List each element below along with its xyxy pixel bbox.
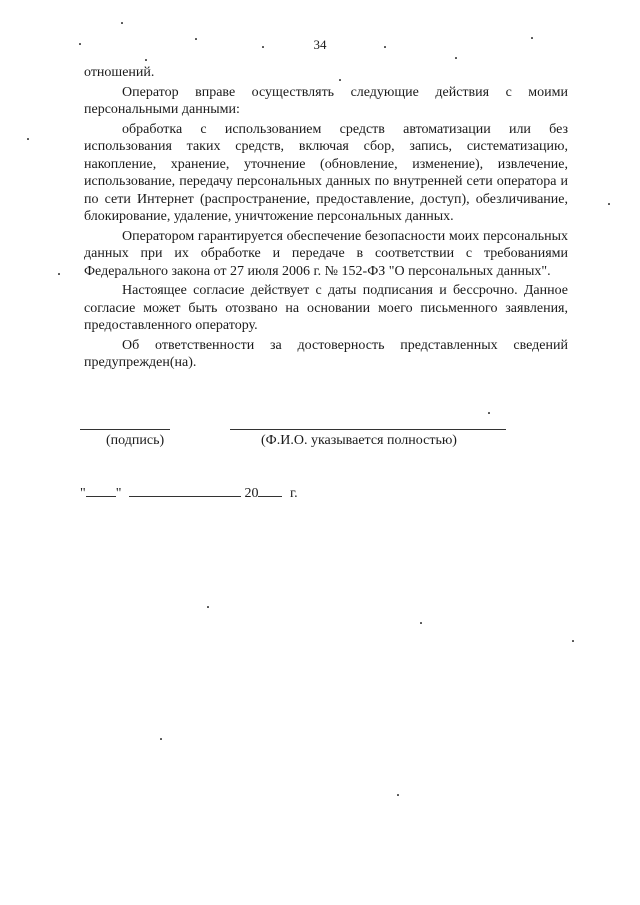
scan-speck	[145, 59, 147, 61]
paragraph-consent-validity: Настоящее согласие действует с даты подписания и бессрочно. Данное согласие может быть отозвано на основании моего письменного заявления, предоставленного оператору.	[84, 283, 568, 333]
document-body	[84, 64, 568, 372]
scan-speck	[608, 203, 610, 205]
year-prefix: 20	[244, 486, 259, 501]
paragraph-security-guarantee: Оператором гарантируется обеспечение безопасности моих персональных данных при их обработке и передаче в соответствии с требованиями Федерального закона от 27 июля 2006 г. № 152-ФЗ "О персональных данных".	[84, 228, 568, 279]
scan-speck	[384, 46, 386, 48]
full-name-caption: (Ф.И.О. указывается полностью)	[261, 433, 457, 448]
scan-speck	[397, 794, 399, 796]
scan-speck	[27, 138, 29, 140]
date-quote-open: "	[80, 486, 86, 501]
paragraph-responsibility: Об ответственности за достоверность представленных сведений предупрежден(на).	[84, 337, 568, 370]
scan-speck	[195, 38, 197, 40]
scan-speck	[420, 622, 422, 624]
date-quote-close: "	[115, 486, 122, 501]
full-name-line[interactable]	[230, 429, 506, 430]
signature-line[interactable]	[80, 429, 170, 430]
paragraph-processing-actions: обработка с использованием средств автоматизации или без использования таких средств, включая сбор, запись, систематизацию, накопление, хранение, уточнение (обновление, изменение), извлечение, использование, передачу персональных данных по внутренней сети оператора и по сети Интернет (распространение, предоставление, доступ), обезличивание, блокирование, удаление, уничтожение персональных данных.	[84, 121, 568, 224]
date-row	[80, 484, 298, 502]
paragraph-continuation: отношений.	[84, 65, 155, 80]
scan-speck	[488, 412, 490, 414]
scan-speck	[572, 640, 574, 642]
scan-speck	[207, 606, 209, 608]
scan-speck	[121, 22, 123, 24]
scan-speck	[455, 57, 457, 59]
month-blank[interactable]	[129, 484, 241, 497]
scan-speck	[160, 738, 162, 740]
year-suffix: г.	[289, 486, 298, 501]
scan-speck	[58, 273, 60, 275]
paragraph-operator-rights: Оператор вправе осуществлять следующие действия с моими персональными данными:	[84, 84, 568, 117]
page-number: 34	[313, 37, 327, 52]
scan-speck	[339, 79, 341, 81]
year-blank[interactable]	[258, 484, 282, 497]
scan-speck	[531, 37, 533, 39]
signature-caption: (подпись)	[106, 433, 165, 448]
scan-speck	[262, 46, 264, 48]
scan-speck	[79, 43, 81, 45]
day-blank[interactable]	[86, 484, 116, 497]
